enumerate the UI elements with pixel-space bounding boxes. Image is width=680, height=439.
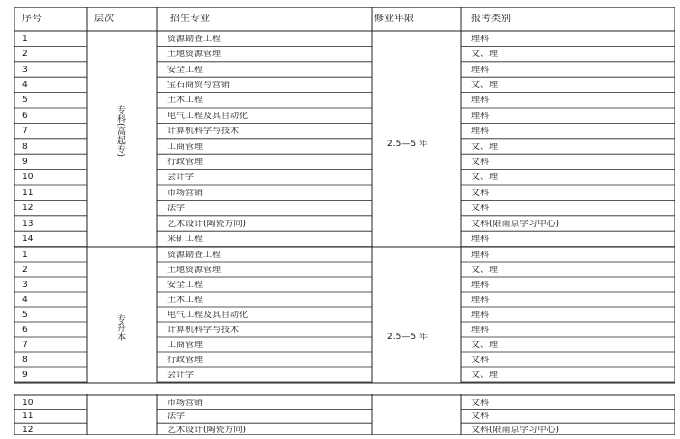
row-major-name: 法学: [167, 412, 186, 422]
row-major-name: 工商管理: [167, 340, 204, 350]
header-category: 报考类别: [471, 14, 511, 24]
row-seq-number: 6: [22, 325, 28, 335]
row-major-name: 计算机科学与技术: [167, 127, 240, 137]
row-major-name: 安全工程: [167, 280, 204, 290]
row-category: 文、理: [471, 142, 499, 152]
row-category: 理科: [471, 325, 490, 335]
row-category: 文、理: [471, 265, 499, 275]
row-major-name: 安全工程: [167, 65, 204, 75]
row-seq-number: 11: [22, 188, 34, 198]
row-seq-number: 4: [22, 80, 28, 90]
row-category: 理科: [471, 96, 490, 106]
row-category: 文科: [471, 355, 490, 365]
row-seq-number: 2: [22, 50, 28, 60]
row-seq-number: 1: [22, 34, 28, 44]
row-seq-number: 5: [22, 96, 28, 106]
table-grid-lines: [14, 7, 675, 435]
row-major-name: 会计学: [167, 370, 195, 380]
row-major-name: 行政管理: [167, 355, 204, 365]
row-category: 理科: [471, 280, 490, 290]
row-major-name: 土地资源管理: [167, 265, 222, 275]
row-major-name: 电气工程及其自动化: [167, 310, 249, 320]
row-seq-number: 11: [22, 412, 34, 422]
row-category: 理科: [471, 111, 490, 121]
row-category: 理科: [471, 310, 490, 320]
row-seq-number: 14: [22, 234, 34, 244]
row-major-name: 资源勘查工程: [167, 250, 222, 260]
row-category: 文科(限南京学习中心): [471, 426, 560, 435]
row-seq-number: 9: [22, 157, 28, 167]
row-seq-number: 3: [22, 65, 28, 75]
row-major-name: 工商管理: [167, 142, 204, 152]
row-category: 文、理: [471, 80, 499, 90]
row-category: 文科: [471, 412, 490, 422]
header-duration: 修业年限: [374, 14, 414, 24]
row-major-name: 采矿工程: [167, 234, 204, 244]
row-seq-number: 8: [22, 142, 28, 152]
row-category: 文、理: [471, 50, 499, 60]
row-major-name: 资源勘查工程: [167, 34, 222, 44]
row-category: 文科: [471, 204, 490, 214]
row-seq-number: 12: [22, 426, 34, 435]
row-category: 理科: [471, 250, 490, 260]
row-category: 文科: [471, 398, 490, 408]
row-seq-number: 6: [22, 111, 28, 121]
row-seq-number: 13: [22, 219, 34, 229]
header-major: 招生专业: [170, 14, 210, 24]
row-category: 理科: [471, 34, 490, 44]
row-seq-number: 9: [22, 370, 28, 380]
row-seq-number: 3: [22, 280, 28, 290]
row-category: 文科(限南京学习中心): [471, 219, 560, 229]
row-major-name: 艺术设计(陶瓷方向): [167, 426, 247, 435]
row-major-name: 行政管理: [167, 157, 204, 167]
row-major-name: 土地资源管理: [167, 50, 222, 60]
row-category: 理科: [471, 127, 490, 137]
row-category: 理科: [471, 65, 490, 75]
row-seq-number: 2: [22, 265, 28, 275]
row-seq-number: 10: [22, 173, 34, 183]
row-seq-number: 8: [22, 355, 28, 365]
row-major-name: 电气工程及其自动化: [167, 111, 249, 121]
row-seq-number: 1: [22, 250, 28, 260]
row-category: 文科: [471, 188, 490, 198]
enrollment-majors-table: [14, 7, 675, 435]
row-major-name: 法学: [167, 204, 186, 214]
row-seq-number: 12: [22, 204, 34, 214]
duration-group-2: 2.5—5 年: [387, 333, 428, 342]
page-break-gap: [14, 383, 675, 394]
row-major-name: 市场营销: [167, 398, 204, 408]
row-category: 文、理: [471, 340, 499, 350]
row-major-name: 宝石商贸与营销: [167, 80, 231, 90]
row-category: 文、理: [471, 370, 499, 380]
row-category: 理科: [471, 234, 490, 244]
row-major-name: 土木工程: [167, 295, 204, 305]
row-seq-number: 7: [22, 340, 28, 350]
duration-group-1: 2.5—5 年: [387, 140, 428, 149]
header-level: 层次: [94, 14, 114, 24]
row-seq-number: 10: [22, 398, 34, 408]
row-category: 文、理: [471, 173, 499, 183]
row-major-name: 艺术设计(陶瓷方向): [167, 219, 247, 229]
level-label-group-2: 专升本: [115, 314, 125, 341]
header-seq: 序号: [22, 14, 42, 24]
row-category: 理科: [471, 295, 490, 305]
row-category: 文科: [471, 157, 490, 167]
row-seq-number: 5: [22, 310, 28, 320]
row-major-name: 市场营销: [167, 188, 204, 198]
row-major-name: 计算机科学与技术: [167, 325, 240, 335]
row-major-name: 会计学: [167, 173, 195, 183]
row-seq-number: 4: [22, 295, 28, 305]
row-seq-number: 7: [22, 127, 28, 137]
row-major-name: 土木工程: [167, 96, 204, 106]
level-label-group-1: 专科(高起专): [115, 105, 125, 158]
